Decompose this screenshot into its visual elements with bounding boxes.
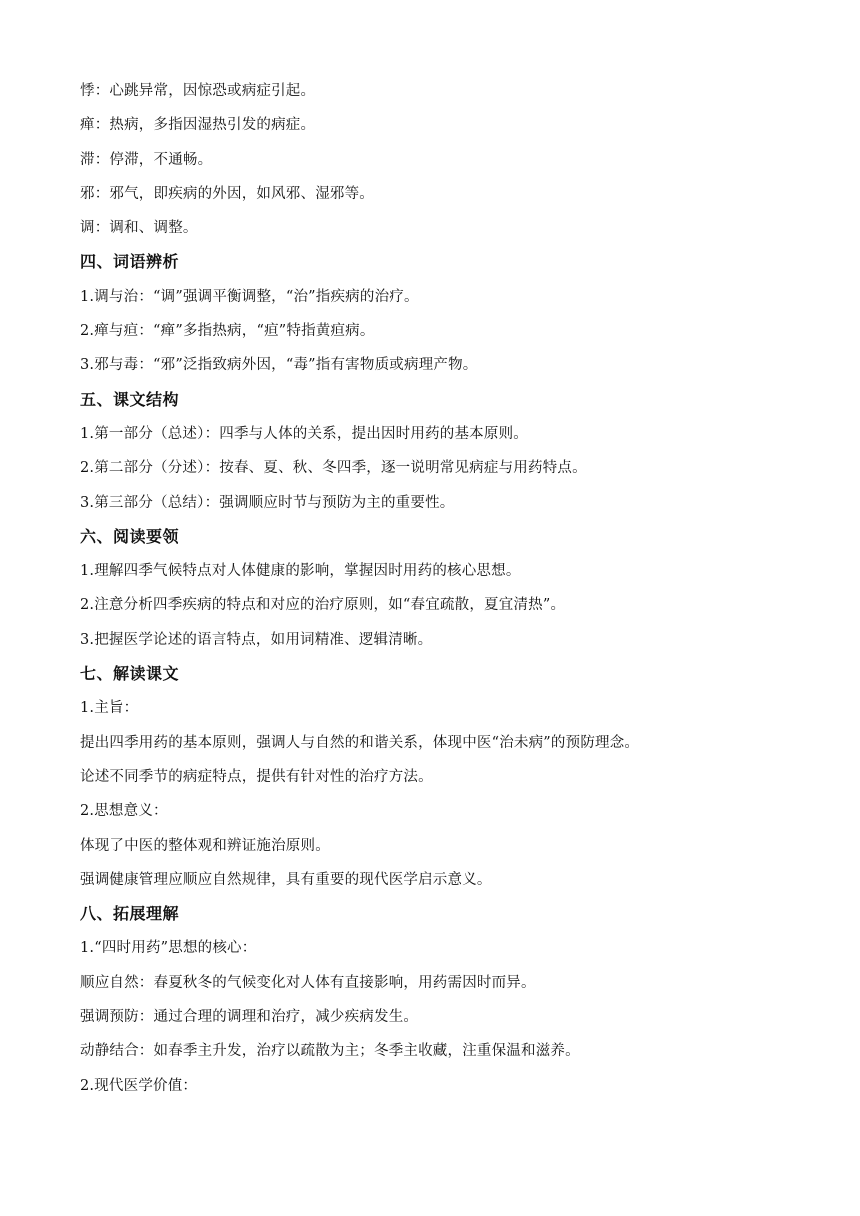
section-heading-word-analysis: 四、词语辨析 — [80, 252, 180, 272]
paragraph: 动静结合：如春季主升发，治疗以疏散为主；冬季主收藏，注重保温和滋养。 — [80, 1043, 580, 1060]
paragraph: 2.瘅与疸：“瘅”多指热病，“疸”特指黄疸病。 — [80, 323, 375, 340]
paragraph: 强调健康管理应顺应自然规律，具有重要的现代医学启示意义。 — [80, 871, 492, 888]
paragraph: 3.第三部分（总结）：强调顺应时节与预防为主的重要性。 — [80, 494, 455, 511]
paragraph: 提出四季用药的基本原则，强调人与自然的和谐关系，体现中医“治未病”的预防理念。 — [80, 734, 640, 751]
glossary-entry-xie: 邪：邪气，即疾病的外因，如风邪、湿邪等。 — [80, 185, 374, 202]
paragraph: 1.第一部分（总述）：四季与人体的关系，提出因时用药的基本原则。 — [80, 425, 528, 442]
section-heading-text-interpretation: 七、解读课文 — [80, 664, 180, 684]
paragraph: 2.注意分析四季疾病的特点和对应的治疗原则，如“春宜疏散，夏宜清热”。 — [80, 597, 566, 614]
paragraph: 论述不同季节的病症特点，提供有针对性的治疗方法。 — [80, 768, 433, 785]
paragraph: 1.“四时用药”思想的核心： — [80, 940, 257, 957]
paragraph: 体现了中医的整体观和辨证施治原则。 — [80, 837, 330, 854]
paragraph: 3.把握医学论述的语言特点，如用词精准、逻辑清晰。 — [80, 631, 433, 648]
paragraph: 2.现代医学价值： — [80, 1077, 198, 1094]
paragraph: 2.第二部分（分述）：按春、夏、秋、冬四季，逐一说明常见病症与用药特点。 — [80, 460, 587, 477]
paragraph: 1.调与治：“调”强调平衡调整，“治”指疾病的治疗。 — [80, 288, 419, 305]
paragraph: 1.理解四季气候特点对人体健康的影响，掌握因时用药的核心思想。 — [80, 563, 521, 580]
glossary-entry-zhi: 滞：停滞，不通畅。 — [80, 151, 213, 168]
paragraph: 3.邪与毒：“邪”泛指致病外因，“毒”指有害物质或病理产物。 — [80, 357, 478, 374]
section-heading-extended-understanding: 八、拓展理解 — [80, 904, 180, 924]
paragraph: 2.思想意义： — [80, 803, 168, 820]
document-page — [80, 74, 800, 1103]
glossary-entry-tiao: 调：调和、调整。 — [80, 220, 198, 237]
paragraph: 强调预防：通过合理的调理和治疗，减少疾病发生。 — [80, 1009, 419, 1026]
paragraph: 1.主旨： — [80, 700, 139, 717]
glossary-entry-ji: 悸：心跳异常，因惊恐或病症引起。 — [80, 83, 316, 99]
section-heading-text-structure: 五、课文结构 — [80, 389, 180, 409]
paragraph: 顺应自然：春夏秋冬的气候变化对人体有直接影响，用药需因时而异。 — [80, 974, 536, 991]
glossary-entry-dan: 瘅：热病，多指因湿热引发的病症。 — [80, 117, 316, 134]
section-heading-reading-points: 六、阅读要领 — [80, 526, 180, 546]
